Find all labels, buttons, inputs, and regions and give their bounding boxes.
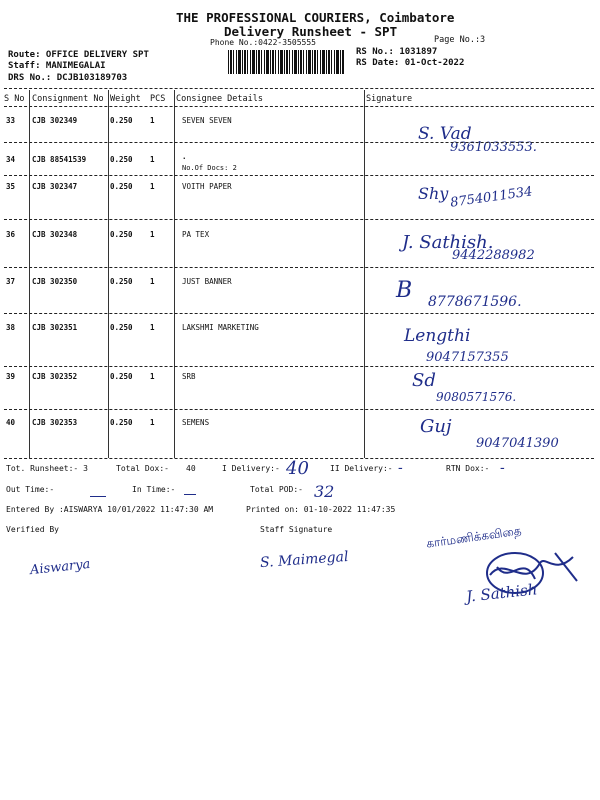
tamil-signature: கார்மணிக்கவிதை (425, 523, 523, 551)
phone-number: Phone No.:0422-3505555 (210, 38, 316, 47)
row-weight: 0.250 (110, 277, 133, 286)
col-weight: Weight (110, 94, 141, 104)
row-phone: 9047041390 (476, 436, 559, 451)
row-signature: S. Vad (418, 124, 472, 144)
barcode-icon (228, 50, 344, 74)
row-phone: 8778671596. (428, 294, 522, 310)
row-pcs: 1 (150, 418, 155, 427)
row-signature: B (396, 278, 413, 303)
drs-number: DRS No.: DCJB103189703 (8, 73, 128, 83)
row-weight: 0.250 (110, 418, 133, 427)
entered-by: Entered By :AISWARYA 10/01/2022 11:47:30 AM (6, 505, 214, 514)
col-consignee: Consignee Details (176, 94, 263, 104)
col-pcs: PCS (150, 94, 166, 104)
rtn-dox-label: RTN Dox:- (446, 464, 490, 473)
i-delivery-hand: 40 (286, 458, 309, 479)
row-consignment: CJB 302350 (32, 277, 78, 286)
row-signature: Shy (418, 184, 449, 203)
col-divider (174, 90, 175, 458)
row-divider (4, 219, 594, 220)
out-time-mark (90, 496, 106, 497)
staff-label: Staff: MANIMEGALAI (8, 61, 106, 71)
row-sno: 38 (6, 323, 16, 332)
row-consignment: CJB 302353 (32, 418, 78, 427)
row-sno: 36 (6, 230, 16, 239)
row-consignee: SRB (182, 372, 196, 381)
row-consignee: SEMENS (182, 418, 210, 427)
row-consignee: JUST BANNER (182, 277, 232, 286)
in-time-label: In Time:- (132, 485, 176, 494)
row-consignment: CJB 302347 (32, 182, 78, 191)
header-divider-top (4, 88, 594, 89)
row-consignee: PA TEX (182, 230, 210, 239)
rs-number: RS No.: 1031897 (356, 47, 438, 57)
row-phone: 8754011534 (449, 184, 534, 211)
row-consignment: CJB 302352 (32, 372, 78, 381)
total-pod-hand: 32 (314, 482, 335, 501)
row-signature: Lengthi (404, 326, 471, 346)
row-pcs: 1 (150, 230, 155, 239)
row-consignment: CJB 302351 (32, 323, 78, 332)
rtn-dox-mark: - (500, 460, 505, 476)
row-divider (4, 142, 594, 143)
row-pcs: 1 (150, 116, 155, 125)
row-consignee: VOITH PAPER (182, 182, 232, 191)
row-weight: 0.250 (110, 230, 133, 239)
row-sno: 39 (6, 372, 16, 381)
row-consignment: CJB 302348 (32, 230, 78, 239)
row-weight: 0.250 (110, 182, 133, 191)
col-divider (364, 90, 365, 458)
company-title: THE PROFESSIONAL COURIERS, Coimbatore (176, 10, 455, 25)
rs-date: RS Date: 01-Oct-2022 (356, 58, 465, 68)
out-time-label: Out Time:- (6, 485, 55, 494)
page-number: Page No.:3 (434, 35, 486, 45)
row-sno: 34 (6, 155, 16, 164)
tot-runsheet: Tot. Runsheet:- 3 (6, 464, 88, 473)
row-phone: 9361033553. (450, 140, 537, 155)
ii-delivery-mark: - (398, 460, 403, 476)
ii-delivery-label: II Delivery:- (330, 464, 393, 473)
row-phone: 9080571576. (436, 390, 517, 404)
printed-on: Printed on: 01-10-2022 11:47:35 (246, 505, 396, 514)
row-sno: 33 (6, 116, 16, 125)
in-time-mark (184, 494, 196, 495)
row-consignment: CJB 302349 (32, 116, 78, 125)
col-divider (29, 90, 30, 458)
row-consignment: CJB 88541539 (32, 155, 87, 164)
staff-signature: S. Maimegal (259, 548, 349, 572)
row-phone: 9047157355 (426, 350, 509, 365)
i-delivery-label: I Delivery:- (222, 464, 280, 473)
col-divider (108, 90, 109, 458)
row-signature: Sd (412, 370, 436, 391)
row-consignee: . (182, 152, 187, 161)
row-weight: 0.250 (110, 155, 133, 164)
col-signature: Signature (366, 94, 413, 104)
route-label: Route: OFFICE DELIVERY SPT (8, 50, 149, 60)
row-divider (4, 409, 594, 410)
total-dox-label: Total Dox:- (116, 464, 169, 473)
col-sno: S No (4, 94, 25, 104)
col-consignment: Consignment No (32, 94, 104, 104)
row-sno: 40 (6, 418, 16, 427)
row-sno: 35 (6, 182, 16, 191)
total-dox-value: 40 (186, 464, 196, 473)
row-weight: 0.250 (110, 323, 133, 332)
row-weight: 0.250 (110, 372, 133, 381)
row-pcs: 1 (150, 323, 155, 332)
row-signature: Guj (420, 416, 452, 437)
row-pcs: 1 (150, 182, 155, 191)
row-divider (4, 175, 594, 176)
row-pcs: 1 (150, 277, 155, 286)
verified-signature: Aiswarya (29, 556, 92, 579)
stamp-signature: J. Sathish (465, 580, 539, 606)
total-pod-label: Total POD:- (250, 485, 303, 494)
header-divider-bottom (4, 106, 594, 107)
row-note: No.Of Docs: 2 (182, 164, 237, 172)
row-divider (4, 313, 594, 314)
row-divider (4, 267, 594, 268)
row-signature: J. Sathish. (402, 232, 494, 253)
row-weight: 0.250 (110, 116, 133, 125)
verified-by-label: Verified By (6, 525, 59, 534)
row-consignee: LAKSHMI MARKETING (182, 323, 259, 332)
runsheet-subtitle: Delivery Runsheet - SPT (224, 24, 398, 39)
row-pcs: 1 (150, 372, 155, 381)
row-consignee: SEVEN SEVEN (182, 116, 232, 125)
staff-signature-label: Staff Signature (260, 525, 333, 534)
row-pcs: 1 (150, 155, 155, 164)
row-divider (4, 366, 594, 367)
row-phone: 9442288982 (452, 248, 535, 263)
row-sno: 37 (6, 277, 16, 286)
